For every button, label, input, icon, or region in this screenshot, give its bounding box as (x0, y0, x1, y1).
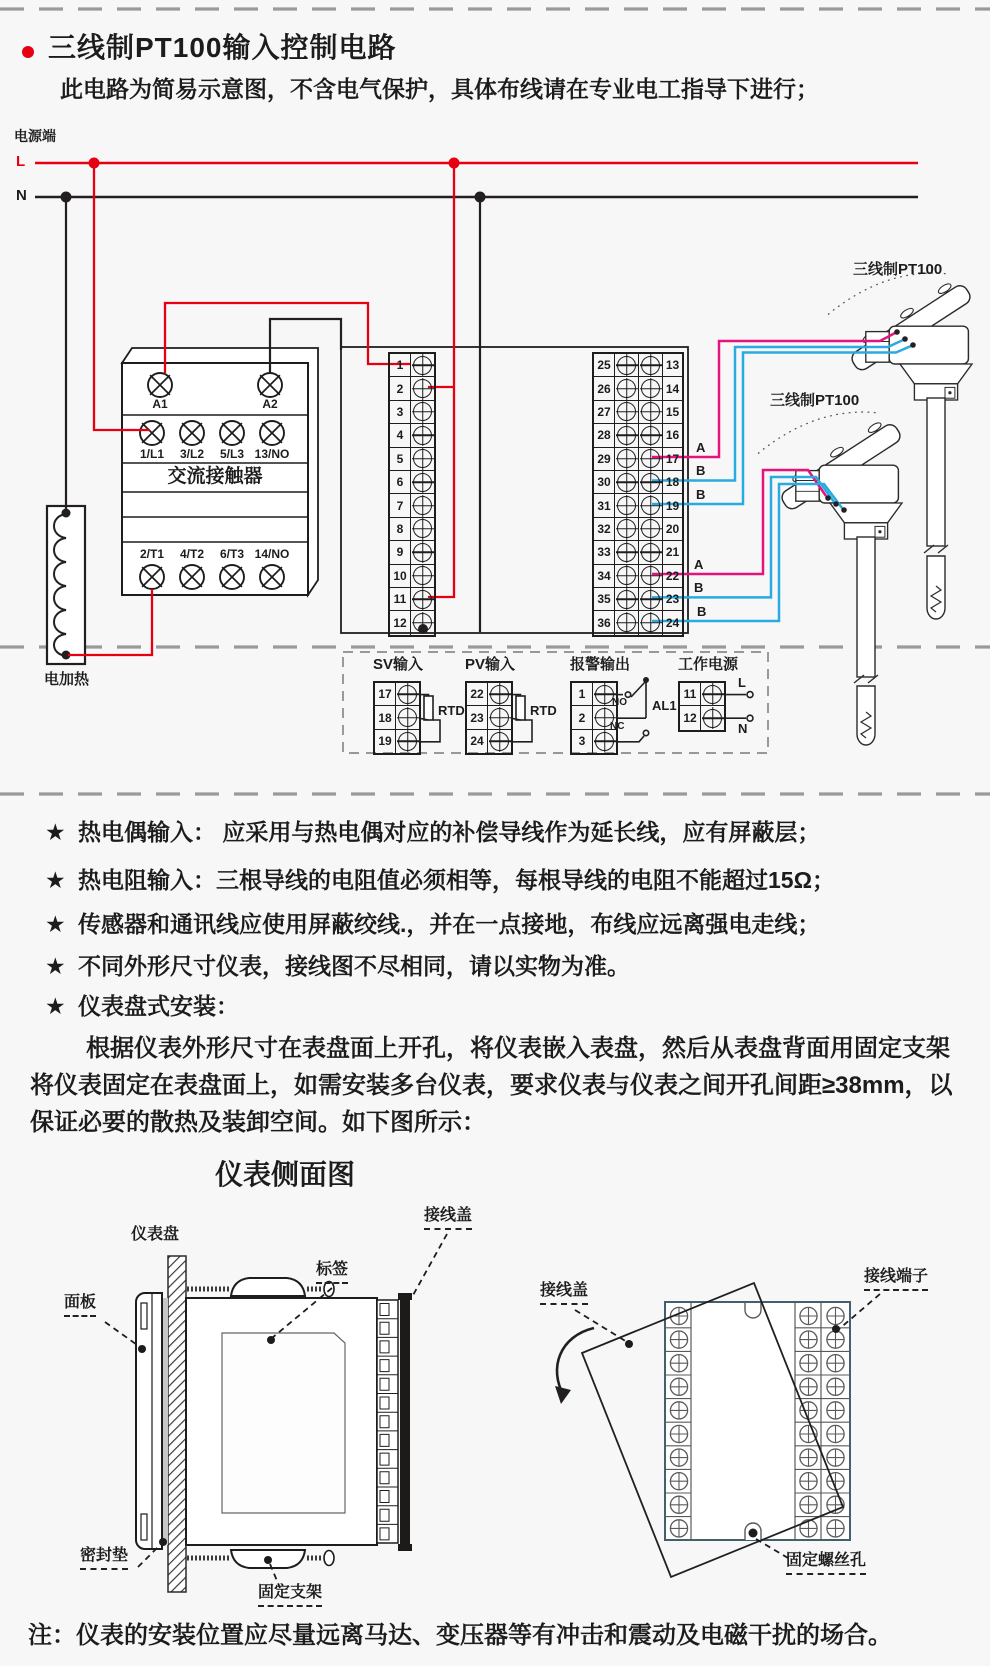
terminal-row: 33 21 (594, 541, 682, 564)
screw-icon (595, 732, 614, 751)
star-icon: ★ (45, 819, 66, 845)
terminal-row: 32 20 (594, 518, 682, 541)
star-icon: ★ (45, 993, 66, 1019)
wire-label-b4: B (697, 604, 707, 619)
screw-icon (617, 426, 636, 445)
terminal-row: 35 23 (594, 588, 682, 611)
screw-icon (413, 543, 432, 562)
terminal-cover-bar (400, 1297, 410, 1547)
screw-icon (617, 613, 636, 632)
screw-icon (398, 708, 417, 727)
screw-icon (413, 590, 432, 609)
screw-icon (413, 379, 432, 398)
screw-icon (641, 449, 660, 468)
label-sticker (222, 1333, 345, 1513)
screw-icon (641, 590, 660, 609)
page-subtitle: 此电路为简易示意图，不含电气保护，具体布线请在专业电工指导下进行； (60, 76, 819, 102)
star-icon: ★ (45, 953, 66, 979)
screw-icon (617, 543, 636, 562)
supply-terminals: 11 12 (678, 681, 726, 732)
screw-icon (490, 732, 509, 751)
callout-bracket: 固定支架 (258, 1584, 322, 1607)
star-icon: ★ (45, 867, 66, 893)
contactor-3l2: 3/L2 (179, 447, 205, 461)
note-4: ★ 不同外形尺寸仪表，接线图不尽相同，请以实物为准。 (45, 953, 630, 979)
callout-cover-left: 接线盖 (424, 1207, 472, 1230)
install-paragraph: 根据仪表外形尺寸在表盘面上开孔，将仪表嵌入表盘，然后从表盘背面用固定支架将仪表固定在表盘面上，如需安装多台仪表，要求仪表与仪表之间开孔间距≥38mm，以保证必要的散热及装卸空间。如下图所示： (30, 1035, 953, 1136)
terminal-row: 5 (390, 448, 434, 471)
screw-icon (641, 402, 660, 421)
screw-icon (413, 356, 432, 375)
sensor-label-lower: 三线制PT100 (770, 392, 860, 409)
terminal-row: 1 (390, 354, 434, 377)
callout-panel-board: 仪表盘 (131, 1226, 180, 1243)
power-side-label: 电源端 (14, 128, 56, 144)
screw-icon (641, 543, 660, 562)
terminal-row: 10 (390, 565, 434, 588)
screw-icon (641, 496, 660, 515)
screw-icon (617, 496, 636, 515)
screw-icon (703, 685, 722, 704)
terminal-row: 34 22 (594, 565, 682, 588)
footer-note: 注：仪表的安装位置应尽量远离马达、变压器等有冲击和震动及电磁干扰的场合。 (28, 1622, 892, 1649)
pv-terminals: 22 23 24 (465, 681, 513, 755)
wire-label-a1: A (696, 440, 706, 455)
terminal-row: 11 (390, 588, 434, 611)
screw-icon (703, 709, 722, 728)
heater (47, 506, 85, 664)
panel-board-hatch (168, 1256, 186, 1592)
terminal-row: 6 (390, 471, 434, 494)
contactor-6t3: 6/T3 (219, 547, 245, 561)
contactor-1l1: 1/L1 (139, 447, 165, 461)
terminal-row: 8 (390, 518, 434, 541)
note-2: ★ 热电阻输入：三根导线的电阻值必须相等，每根导线的电阻不能超过15Ω； (45, 867, 836, 893)
note-1: ★ 热电偶输入： 应采用与热电偶对应的补偿导线作为延长线，应有屏蔽层； (45, 819, 821, 845)
screw-icon (490, 685, 509, 704)
terminal-row: 2 (390, 377, 434, 400)
rotate-arrow (557, 1328, 594, 1396)
callout-terminal: 接线端子 (864, 1268, 928, 1291)
terminal-row: 30 18 (594, 471, 682, 494)
screw-icon (490, 708, 509, 727)
sv-title: SV输入 (373, 656, 424, 673)
screw-icon (617, 379, 636, 398)
terminal-row: 29 17 (594, 448, 682, 471)
power-rails (35, 158, 918, 203)
supply-title: 工作电源 (678, 656, 739, 673)
screw-icon (413, 613, 432, 632)
heater-label: 电加热 (44, 671, 90, 688)
side-view-left (136, 1256, 412, 1592)
contactor-14no: 14/NO (254, 547, 290, 561)
wire-label-b3: B (694, 580, 704, 595)
wire-label-a2: A (694, 557, 704, 572)
screw-icon (641, 613, 660, 632)
screw-icon (641, 519, 660, 538)
sv-rtd-tag: RTD (438, 703, 465, 718)
callout-cover-right: 接线盖 (540, 1282, 588, 1305)
supply-l: L (738, 675, 746, 690)
terminal-row: 9 (390, 541, 434, 564)
screw-icon (413, 402, 432, 421)
screw-icon (413, 519, 432, 538)
screw-icon (641, 426, 660, 445)
screw-icon (617, 449, 636, 468)
pv-rtd-tag: RTD (530, 703, 557, 718)
terminal-row: 25 13 (594, 354, 682, 377)
screw-icon (398, 732, 417, 751)
contactor-4t2: 4/T2 (179, 547, 205, 561)
note-5: ★ 仪表盘式安装： (45, 993, 239, 1019)
screw-icon (617, 590, 636, 609)
terminal-row: 3 (390, 401, 434, 424)
terminal-row: 31 19 (594, 494, 682, 517)
side-view-right (555, 1283, 850, 1577)
screw-icon (413, 426, 432, 445)
line-l-label: L (16, 153, 26, 170)
screw-icon (617, 473, 636, 492)
line-n-label: N (16, 187, 27, 204)
screw-icon (413, 473, 432, 492)
screw-icon (617, 566, 636, 585)
callout-sticker: 标签 (316, 1261, 348, 1284)
sv-terminals: 17 18 19 (373, 681, 421, 755)
contactor-a1: A1 (152, 397, 168, 411)
alarm-terminals: 1 2 3 (570, 681, 618, 755)
wire-label-b1: B (696, 463, 706, 478)
callout-front-panel: 面板 (64, 1294, 96, 1317)
terminal-row: 28 16 (594, 424, 682, 447)
page-title: 三线制PT100输入控制电路 (48, 32, 397, 63)
contactor-a2: A2 (262, 397, 278, 411)
callout-gasket: 密封垫 (80, 1547, 128, 1570)
title-bullet-icon (22, 46, 34, 58)
terminal-row: 12 (390, 611, 434, 634)
alarm-title: 报警输出 (570, 656, 631, 673)
contactor-name: 交流接触器 (167, 466, 263, 487)
screw-icon (641, 566, 660, 585)
screw-icon (617, 402, 636, 421)
contactor-2t1: 2/T1 (139, 547, 165, 561)
alarm-name: AL1 (652, 698, 677, 713)
pt100-sensor-upper (828, 273, 973, 400)
side-view-title: 仪表侧面图 (214, 1160, 355, 1191)
supply-n: N (738, 721, 748, 736)
terminal-row: 26 14 (594, 377, 682, 400)
star-icon: ★ (45, 911, 66, 937)
screw-icon (617, 519, 636, 538)
screw-icon (413, 496, 432, 515)
contactor-5l3: 5/L3 (219, 447, 245, 461)
fixing-screw-hole (749, 1529, 758, 1538)
rear-panel (665, 1302, 850, 1540)
screw-icon (413, 449, 432, 468)
terminal-strip-right (592, 352, 684, 637)
contactor-13no: 13/NO (254, 447, 290, 461)
terminal-strip-left (388, 352, 436, 637)
terminal-row: 7 (390, 494, 434, 517)
front-bezel (136, 1293, 162, 1549)
screw-icon (398, 685, 417, 704)
sensor-label-upper: 三线制PT100 (853, 261, 943, 278)
note-3: ★ 传感器和通讯线应使用屏蔽绞线.，并在一点接地，布线应远离强电走线； (45, 911, 821, 937)
terminal-row: 27 15 (594, 401, 682, 424)
alarm-nc: NC (610, 721, 625, 732)
screw-icon (413, 566, 432, 585)
screw-icon (641, 356, 660, 375)
pv-title: PV输入 (465, 656, 516, 673)
terminal-row: 4 (390, 424, 434, 447)
screw-icon (641, 473, 660, 492)
screw-icon (617, 356, 636, 375)
alarm-no: NO (612, 697, 627, 708)
screw-icon (641, 379, 660, 398)
callout-screw-hole: 固定螺丝孔 (786, 1552, 866, 1575)
terminal-row: 36 24 (594, 611, 682, 634)
wire-label-b2: B (696, 487, 706, 502)
